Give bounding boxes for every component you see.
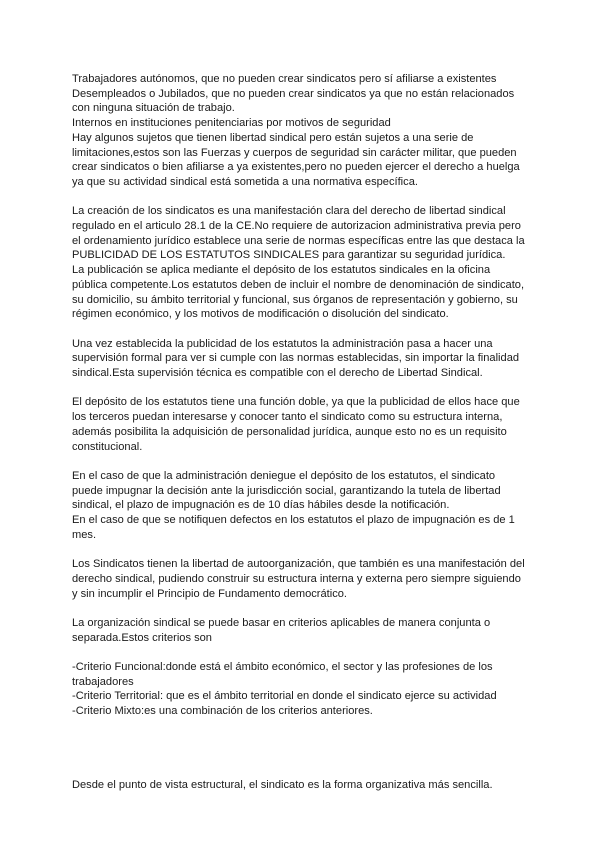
text-line: Desde el punto de vista estructural, el sindicato es la forma organizativa más sencilla. [72, 778, 493, 791]
text-line: constitucional. [72, 440, 143, 453]
text-line: régimen económico, y los motivos de modificación o disolución del sindicato. [72, 308, 449, 321]
text-line: El depósito de los estatutos tiene una función doble, ya que la publicidad de ellos hace que [72, 396, 520, 409]
text-line: sindical, el plazo de impugnación es de 10 días hábiles desde la notificación. [72, 499, 450, 512]
paragraph-supervision [72, 337, 532, 381]
text-line: limitaciones,estos son las Fuerzas y cuerpos de seguridad sin carácter militar, que pueden [72, 146, 517, 159]
text-line: además posibilita la adquisición de personalidad jurídica, aunque esto no es un requisito [72, 425, 507, 438]
text-line: y sin incumplir el Principio de Fundamento democrático. [72, 587, 348, 600]
paragraph-criteria-list [72, 660, 532, 719]
text-line: Internos en instituciones penitenciarias por motivos de seguridad [72, 117, 391, 130]
text-line: derecho sindical, pudiendo construir su estructura interna y externa pero siempre siguiendo [72, 572, 521, 585]
paragraph-criteria-intro [72, 616, 532, 645]
text-line: los terceros puedan interesarse y conocer tanto el sindicato como su estructura interna, [72, 411, 503, 424]
text-line: La creación de los sindicatos es una manifestación clara del derecho de libertad sindical [72, 205, 506, 218]
text-line: su domicilio, su ámbito territorial y funcional, sus órganos de representación y gobierno, su [72, 293, 518, 306]
text-line: mes. [72, 528, 97, 541]
text-line: La organización sindical se puede basar en criterios aplicables de manera conjunta o [72, 616, 491, 629]
text-line: pública competente.Los estatutos deben de incluir el nombre de denominación de sindicato, [72, 278, 525, 291]
text-line: En el caso de que se notifiquen defectos en los estatutos el plazo de impugnación es de 1 [72, 514, 515, 527]
text-line: con ninguna situación de trabajo. [72, 102, 235, 115]
text-line: Una vez establecida la publicidad de los estatutos la administración pasa a hacer una [72, 337, 493, 350]
text-line: -Criterio Territorial: que es el ámbito territorial en donde el sindicato ejerce su actividad [72, 690, 497, 703]
text-line: crear sindicatos o bien afiliarse a ya existentes,pero no pueden ejercer el derecho a huelga [72, 161, 520, 174]
text-line: regulado en el articulo 28.1 de la CE.No requiere de autorizacion administrativa previa pero [72, 220, 521, 233]
text-line: Desempleados o Jubilados, que no pueden crear sindicatos ya que no están relacionados [72, 87, 515, 100]
text-line: En el caso de que la administración deniegue el depósito de los estatutos, el sindicato [72, 469, 496, 482]
text-line: separada.Estos criterios son [72, 631, 212, 644]
text-line: supervisión formal para ver si cumple con las normas establecidas, sin importar la finalidad [72, 352, 520, 365]
text-line: trabajadores [72, 675, 134, 688]
paragraph-deposit [72, 395, 532, 454]
document-body [72, 72, 532, 792]
text-line: sindical.Esta supervisión técnica es compatible con el derecho de Libertad Sindical. [72, 367, 483, 380]
text-line: Los Sindicatos tienen la libertad de autoorganización, que también es una manifestación del [72, 558, 525, 571]
text-line: Hay algunos sujetos que tienen libertad sindical pero están sujetos a una serie de [72, 131, 474, 144]
paragraph-structure [72, 778, 532, 793]
paragraph-autoorganization [72, 557, 532, 601]
blank-space [72, 734, 532, 778]
text-line: -Criterio Mixto:es una combinación de los criterios anteriores. [72, 705, 373, 718]
paragraph-creation [72, 204, 532, 322]
text-line: La publicación se aplica mediante el depósito de los estatutos sindicales en la oficina [72, 264, 491, 277]
text-line: Trabajadores autónomos, que no pueden crear sindicatos pero sí afiliarse a existentes [72, 73, 497, 85]
text-line: el ordenamiento jurídico establece una serie de normas específicas entre las que destaca la [72, 234, 525, 247]
text-line: ya que su actividad sindical está sometida a una normativa específica. [72, 175, 418, 188]
paragraph-subjects [72, 72, 532, 190]
text-line: PUBLICIDAD DE LOS ESTATUTOS SINDICALES para garantizar su seguridad jurídica. [72, 249, 506, 262]
text-line: -Criterio Funcional:donde está el ámbito económico, el sector y las profesiones de los [72, 661, 493, 674]
text-line: puede impugnar la decisión ante la jurisdicción social, garantizando la tutela de libertad [72, 484, 501, 497]
paragraph-impugnation [72, 469, 532, 543]
